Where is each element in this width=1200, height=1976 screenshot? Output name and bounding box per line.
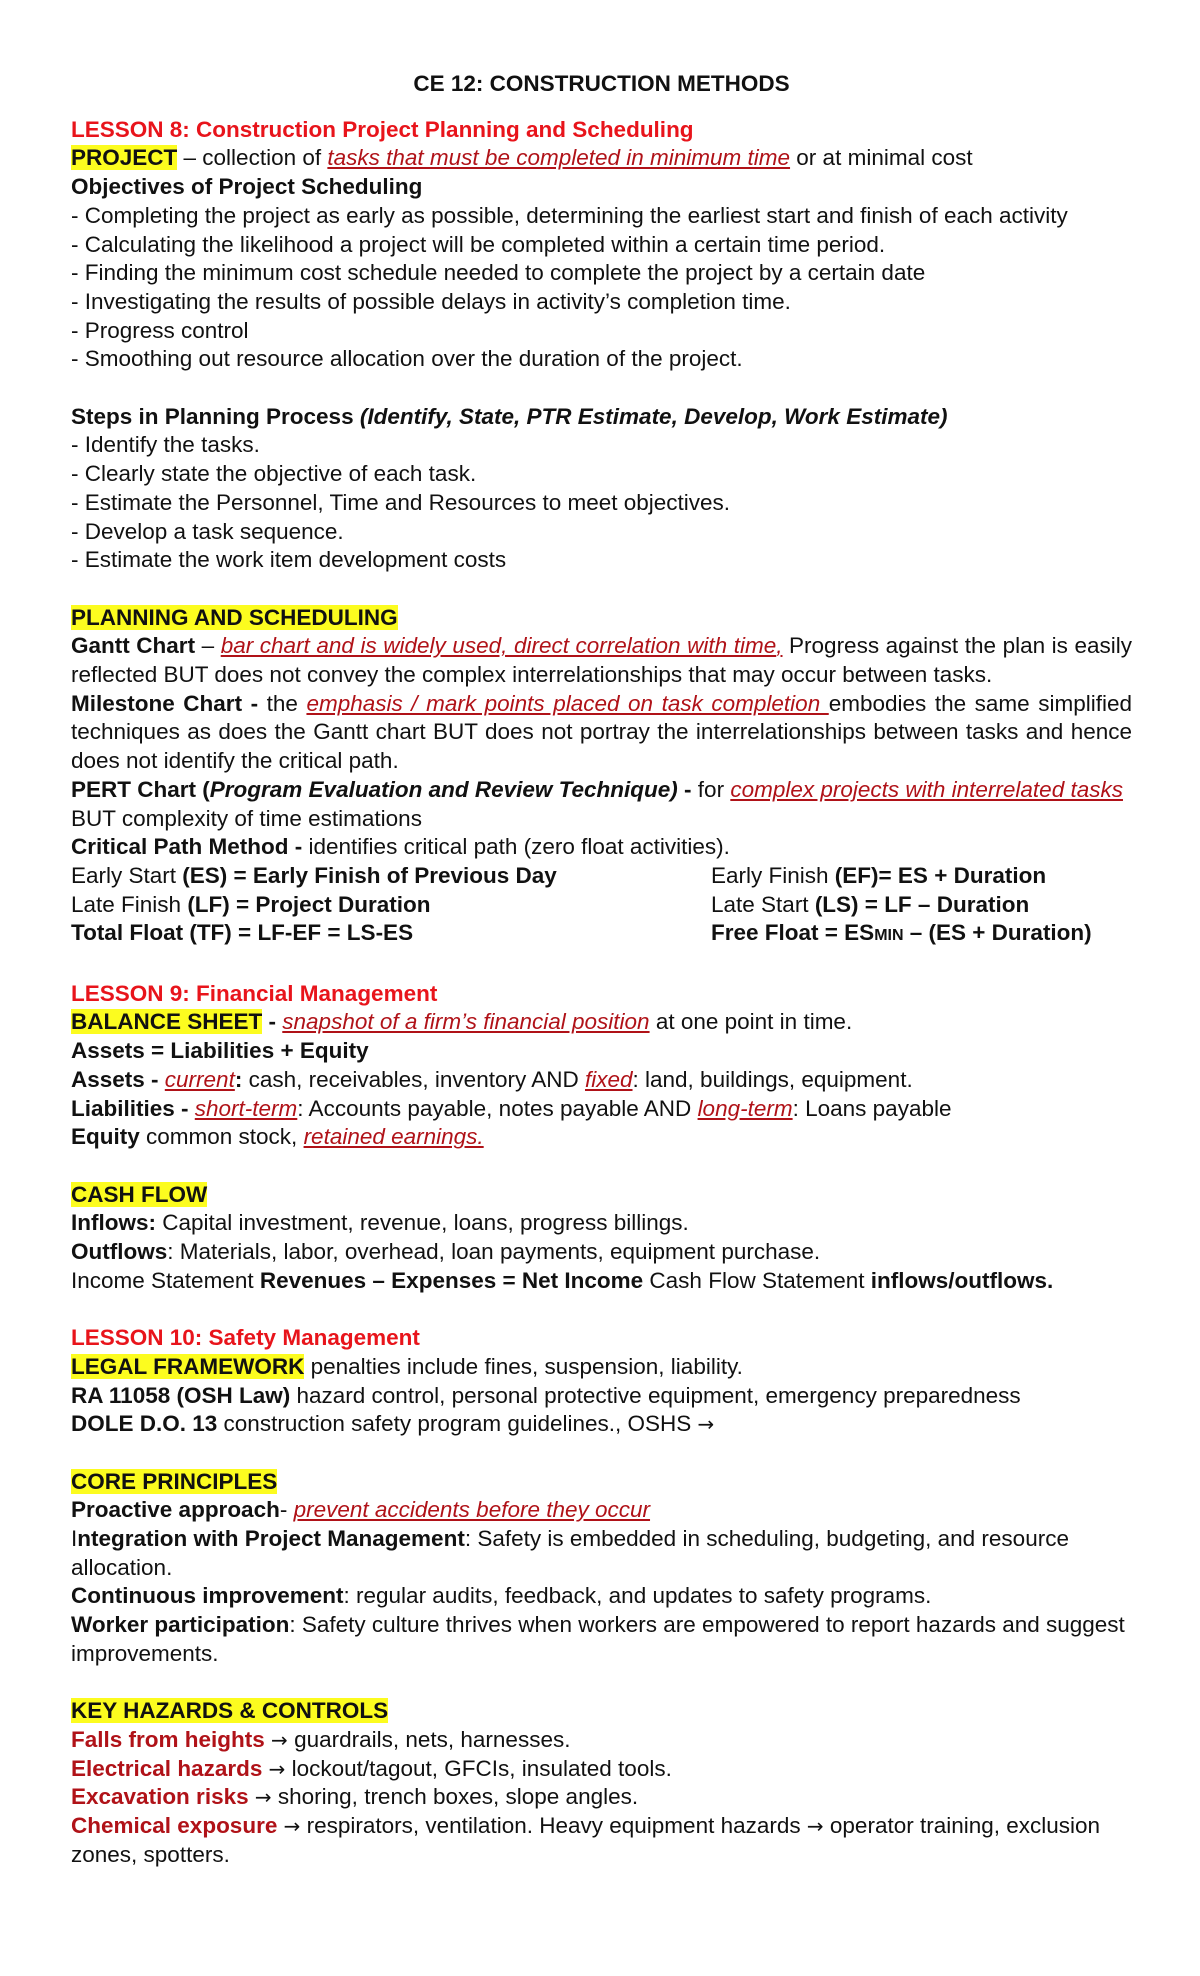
core-heading-row — [71, 1468, 1132, 1497]
document-title: CE 12: CONSTRUCTION METHODS — [413, 71, 790, 96]
proactive-dash: - — [279, 1497, 294, 1523]
hazard-item — [71, 1783, 1132, 1812]
gantt-text: Progress against the plan is easily reflected BUT does not convey the complex interrelationships that may occur between tasks. — [71, 633, 1133, 688]
assets-paragraph — [71, 1066, 1132, 1095]
assets-text: cash, receivables, inventory AND — [242, 1066, 585, 1092]
legal-text: penalties include fines, suspension, liability. — [304, 1353, 743, 1379]
integration-term: ntegration with Project Management — [77, 1526, 465, 1552]
milestone-the: the — [258, 690, 307, 716]
total-float-formula: Total Float (TF) = LF-EF = LS-ES — [71, 920, 414, 946]
project-pre: – collection of — [177, 145, 328, 171]
assets-term: Assets - — [71, 1066, 165, 1092]
pert-link: complex projects with interrelated tasks — [730, 776, 1123, 802]
proactive-paragraph — [71, 1496, 1132, 1525]
lf-plain: Late Finish — [71, 891, 188, 917]
equity-link: retained earnings. — [303, 1124, 484, 1150]
continuous-term: Continuous improvement — [71, 1583, 344, 1609]
liabilities-text: : Accounts payable, notes payable AND — [297, 1095, 698, 1121]
hazard-term: Falls from heights — [71, 1726, 265, 1752]
integration-paragraph — [71, 1525, 1132, 1582]
continuous-paragraph — [71, 1582, 1132, 1611]
assets-current: current — [164, 1066, 235, 1092]
project-term: PROJECT — [71, 145, 178, 171]
equity-term: Equity — [71, 1124, 140, 1150]
steps-heading — [71, 403, 1132, 432]
lesson9-heading: LESSON 9: Financial Management — [71, 980, 438, 1006]
liabilities-long: long-term — [697, 1095, 793, 1121]
gantt-chart-paragraph — [71, 632, 1132, 689]
pert-text: BUT complexity of time estimations — [71, 805, 422, 831]
step-item: - Clearly state the objective of each task. — [71, 461, 477, 487]
formula-row — [71, 862, 1132, 891]
pert-italic: Program Evaluation and Review Technique) — [209, 776, 678, 802]
project-post: or at minimal cost — [790, 145, 973, 171]
pert-chart-paragraph — [71, 776, 1132, 833]
pert-dash: - — [677, 776, 692, 802]
gantt-link: bar chart and is widely used, direct correlation with time — [220, 633, 777, 659]
ef-plain: Early Finish — [711, 862, 835, 888]
cfs-bold: inflows/outflows. — [870, 1267, 1054, 1293]
hazard-text2: operator training, exclusion zones, spotters. — [71, 1813, 1101, 1867]
bs-text: at one point in time. — [649, 1009, 853, 1035]
planning-heading-row — [71, 604, 1132, 633]
formula-row — [71, 919, 1132, 951]
liabilities-text2: : Loans payable — [792, 1095, 952, 1121]
steps-heading-italic: (Identify, State, PTR Estimate, Develop, Work Estimate) — [359, 403, 948, 429]
ls-plain: Late Start — [711, 891, 815, 917]
ff-pre: Free Float = ES — [711, 920, 875, 946]
gantt-dash: – — [195, 633, 221, 659]
inflows-paragraph — [71, 1209, 1132, 1238]
assets-text2: : land, buildings, equipment. — [632, 1066, 913, 1092]
early-start-formula — [71, 862, 711, 891]
ef-bold: (EF)= ES + Duration — [834, 862, 1047, 888]
steps-heading-label: Steps in Planning Process — [71, 403, 360, 429]
integration-text: : Safety is embedded in scheduling, budgeting, and resource allocation. — [71, 1526, 1069, 1580]
balance-sheet-paragraph — [71, 1008, 1132, 1037]
liabilities-short: short-term — [194, 1095, 298, 1121]
liabilities-paragraph — [71, 1095, 1132, 1124]
hazard-term: Electrical hazards — [71, 1755, 263, 1781]
ra-text: hazard control, personal protective equipment, emergency preparedness — [290, 1382, 1021, 1408]
income-plain: Income Statement — [71, 1267, 260, 1293]
milestone-link: emphasis / mark points placed on task completion — [306, 690, 829, 716]
objective-item: - Calculating the likelihood a project will be completed within a certain time period. — [71, 231, 886, 257]
critical-path-paragraph — [71, 833, 1132, 862]
hazards-heading-row — [71, 1697, 1132, 1726]
milestone-text: embodies the same simplified techniques as does the Gantt chart BUT does not portray the interrelationships between tasks and hence does not identify the critical path. — [71, 690, 1132, 774]
bs-dash: - — [262, 1009, 277, 1035]
cpm-term: Critical Path Method - — [71, 834, 303, 860]
cpm-text: identifies critical path (zero float activities). — [302, 834, 730, 860]
gantt-term: Gantt Chart — [71, 633, 196, 659]
right-arrow-icon: → — [271, 1727, 288, 1752]
assets-colon: : — [234, 1066, 243, 1092]
worker-text: : Safety culture thrives when workers are empowered to report hazards and suggest improvements. — [71, 1612, 1125, 1666]
equity-paragraph — [71, 1123, 1132, 1152]
hazard-text: lockout/tagout, GFCIs, insulated tools. — [285, 1755, 672, 1781]
objective-item: - Finding the minimum cost schedule needed to complete the project by a certain date — [71, 260, 926, 286]
es-plain: Early Start — [71, 862, 183, 888]
planning-heading: PLANNING AND SCHEDULING — [71, 604, 398, 630]
key-hazards-heading: KEY HAZARDS & CONTROLS — [71, 1698, 389, 1724]
lesson10-heading: LESSON 10: Safety Management — [71, 1325, 420, 1351]
worker-paragraph — [71, 1611, 1132, 1668]
proactive-term: Proactive approach — [71, 1497, 280, 1523]
right-arrow-icon: → — [283, 1814, 301, 1839]
inflows-text: Capital investment, revenue, loans, progress billings. — [156, 1210, 689, 1236]
continuous-text: : regular audits, feedback, and updates to safety programs. — [343, 1583, 932, 1609]
integration-initial: I — [71, 1526, 78, 1552]
right-arrow-icon: → — [254, 1785, 272, 1810]
ff-post: – (ES + Duration) — [903, 920, 1092, 946]
right-arrow-icon: → — [268, 1756, 286, 1781]
equity-text: common stock, — [139, 1124, 304, 1150]
worker-term: Worker participation — [71, 1612, 290, 1638]
dole-paragraph — [71, 1410, 1132, 1439]
hazard-item — [71, 1755, 1132, 1784]
late-finish-formula — [71, 891, 711, 920]
proactive-link: prevent accidents before they occur — [293, 1497, 651, 1523]
hazard-text: shoring, trench boxes, slope angles. — [271, 1784, 639, 1810]
hazard-term: Chemical exposure — [71, 1813, 278, 1839]
outflows-paragraph — [71, 1238, 1132, 1267]
right-arrow-icon: → — [697, 1412, 715, 1437]
gantt-comma: , — [776, 633, 783, 659]
balance-sheet-term: BALANCE SHEET — [71, 1009, 263, 1035]
cashflow-heading: CASH FLOW — [71, 1181, 208, 1207]
outflows-text: : Materials, labor, overhead, loan payments, equipment purchase. — [167, 1239, 821, 1265]
outflows-term: Outflows — [71, 1239, 168, 1265]
ff-sub: MIN — [874, 927, 904, 945]
accounting-equation: Assets = Liabilities + Equity — [71, 1038, 369, 1064]
objective-item: - Completing the project as early as possible, determining the earliest start and finish of each activity — [71, 202, 1068, 228]
assets-fixed: fixed — [584, 1066, 633, 1092]
bs-link: snapshot of a firm’s financial position — [282, 1009, 650, 1035]
liabilities-term: Liabilities - — [71, 1095, 195, 1121]
ra-term: RA 11058 (OSH Law) — [71, 1382, 291, 1408]
objectives-heading: Objectives of Project Scheduling — [71, 174, 423, 200]
step-item: - Identify the tasks. — [71, 432, 260, 458]
dole-term: DOLE D.O. 13 — [71, 1411, 218, 1437]
ra-11058-paragraph — [71, 1382, 1132, 1411]
formula-row — [71, 891, 1132, 920]
es-bold: (ES) = Early Finish of Previous Day — [182, 862, 557, 888]
hazard-term: Excavation risks — [71, 1784, 249, 1810]
objective-item: - Progress control — [71, 317, 249, 343]
lesson8-heading: LESSON 8: Construction Project Planning and Scheduling — [71, 116, 694, 142]
objective-item: - Investigating the results of possible delays in activity’s completion time. — [71, 288, 791, 314]
hazard-item — [71, 1812, 1132, 1869]
income-statement-paragraph — [71, 1267, 1132, 1296]
income-bold: Revenues – Expenses = Net Income — [259, 1267, 644, 1293]
late-start-formula — [711, 891, 1132, 920]
hazard-text: respirators, ventilation. Heavy equipment hazards — [300, 1813, 807, 1839]
hazard-text: guardrails, nets, harnesses. — [287, 1726, 571, 1752]
right-arrow-icon: → — [806, 1814, 824, 1839]
pert-for: for — [691, 776, 731, 802]
step-item: - Estimate the work item development costs — [71, 547, 507, 573]
milestone-term: Milestone Chart - — [71, 690, 259, 716]
objective-item: - Smoothing out resource allocation over the duration of the project. — [71, 346, 743, 372]
hazard-item — [71, 1726, 1132, 1755]
lf-bold: (LF) = Project Duration — [187, 891, 431, 917]
pert-term: PERT Chart ( — [71, 776, 210, 802]
milestone-chart-paragraph — [71, 690, 1132, 776]
cfs-plain: Cash Flow Statement — [643, 1267, 871, 1293]
legal-framework-term: LEGAL FRAMEWORK — [71, 1353, 305, 1379]
cashflow-heading-row — [71, 1181, 1132, 1210]
core-principles-heading: CORE PRINCIPLES — [71, 1468, 278, 1494]
step-item: - Estimate the Personnel, Time and Resources to meet objectives. — [71, 489, 731, 515]
project-definition — [71, 144, 1132, 173]
legal-framework-paragraph — [71, 1353, 1132, 1382]
ls-bold: (LS) = LF – Duration — [814, 891, 1030, 917]
project-link: tasks that must be completed in minimum time — [327, 145, 791, 171]
inflows-term: Inflows: — [71, 1210, 156, 1236]
step-item: - Develop a task sequence. — [71, 518, 344, 544]
free-float-formula — [711, 919, 1132, 951]
dole-text: construction safety program guidelines., OSHS — [217, 1411, 698, 1437]
early-finish-formula — [711, 862, 1132, 891]
